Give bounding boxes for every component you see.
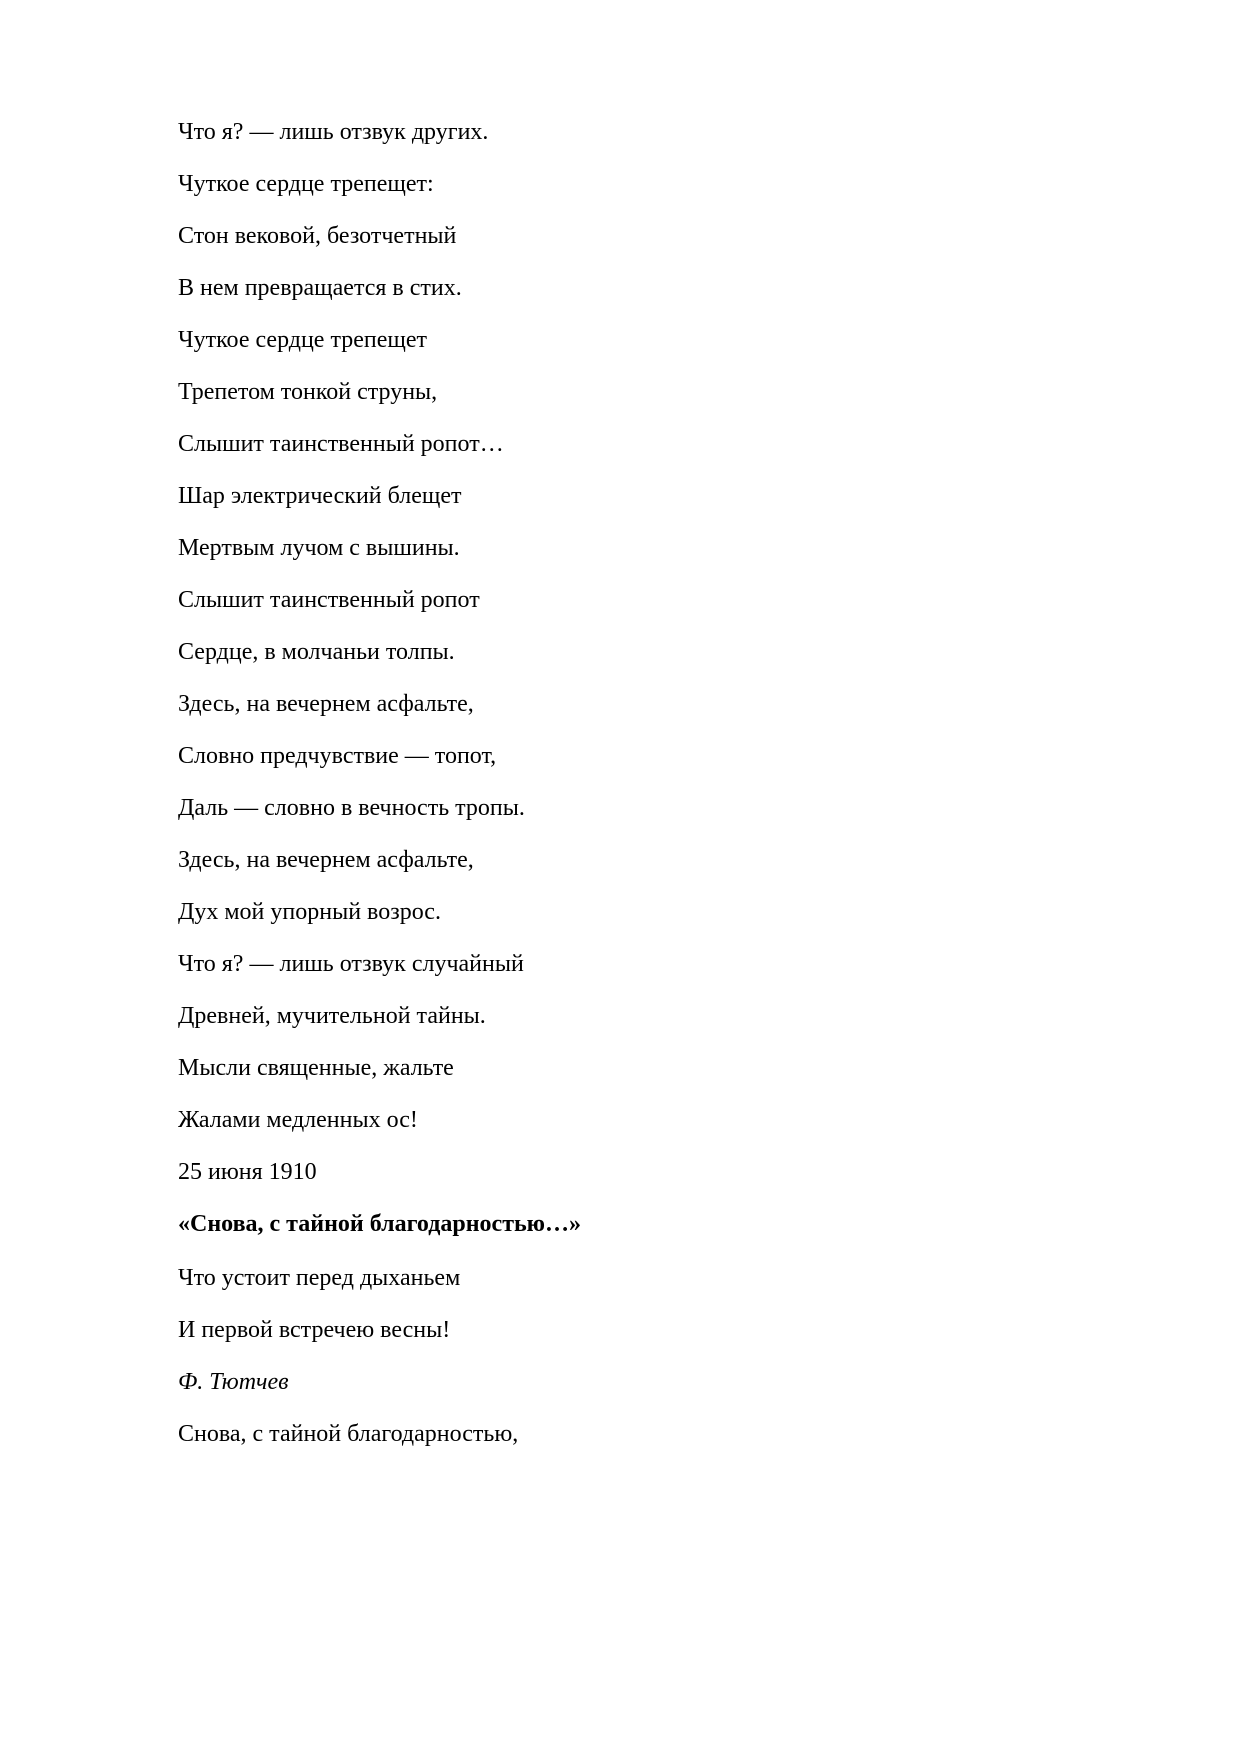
poem-line: Чуткое сердце трепещет: [178, 327, 428, 353]
epigraph-line: Что устоит перед дыханьем: [178, 1265, 461, 1291]
poem-line: Трепетом тонкой струны,: [178, 379, 438, 405]
poem-date: 25 июня 1910: [178, 1159, 317, 1185]
poem-line: В нем превращается в стих.: [178, 275, 462, 301]
poem-line: Чуткое сердце трепещет:: [178, 171, 434, 197]
poem-line: Стон вековой, безотчетный: [178, 223, 457, 249]
poem-line: Что я? — лишь отзвук других.: [178, 119, 489, 145]
poem-line: Древней, мучительной тайны.: [178, 1003, 486, 1029]
poem-line: Жалами медленных ос!: [178, 1107, 418, 1133]
poem-title: «Снова, с тайной благодарностью…»: [178, 1211, 582, 1237]
poem-line: Мысли священные, жальте: [178, 1055, 454, 1081]
poem-line: Даль — словно в вечность тропы.: [178, 795, 525, 821]
poem-line: Дух мой упорный возрос.: [178, 899, 441, 925]
poem-line: Шар электрический блещет: [178, 483, 462, 509]
poem-line: Здесь, на вечернем асфальте,: [178, 691, 474, 717]
poem-line: Мертвым лучом с вышины.: [178, 535, 460, 561]
poem-line: Слышит таинственный ропот…: [178, 431, 504, 457]
poem-line: Словно предчувствие — топот,: [178, 743, 497, 769]
poem-line: Слышит таинственный ропот: [178, 587, 480, 613]
poem-line: Сердце, в молчаньи толпы.: [178, 639, 455, 665]
poem-line: Здесь, на вечернем асфальте,: [178, 847, 474, 873]
poem-line: Снова, с тайной благодарностью,: [178, 1421, 519, 1447]
epigraph-author: Ф. Тютчев: [178, 1369, 289, 1395]
epigraph-line: И первой встречею весны!: [178, 1317, 451, 1343]
poem-line: Что я? — лишь отзвук случайный: [178, 951, 524, 977]
